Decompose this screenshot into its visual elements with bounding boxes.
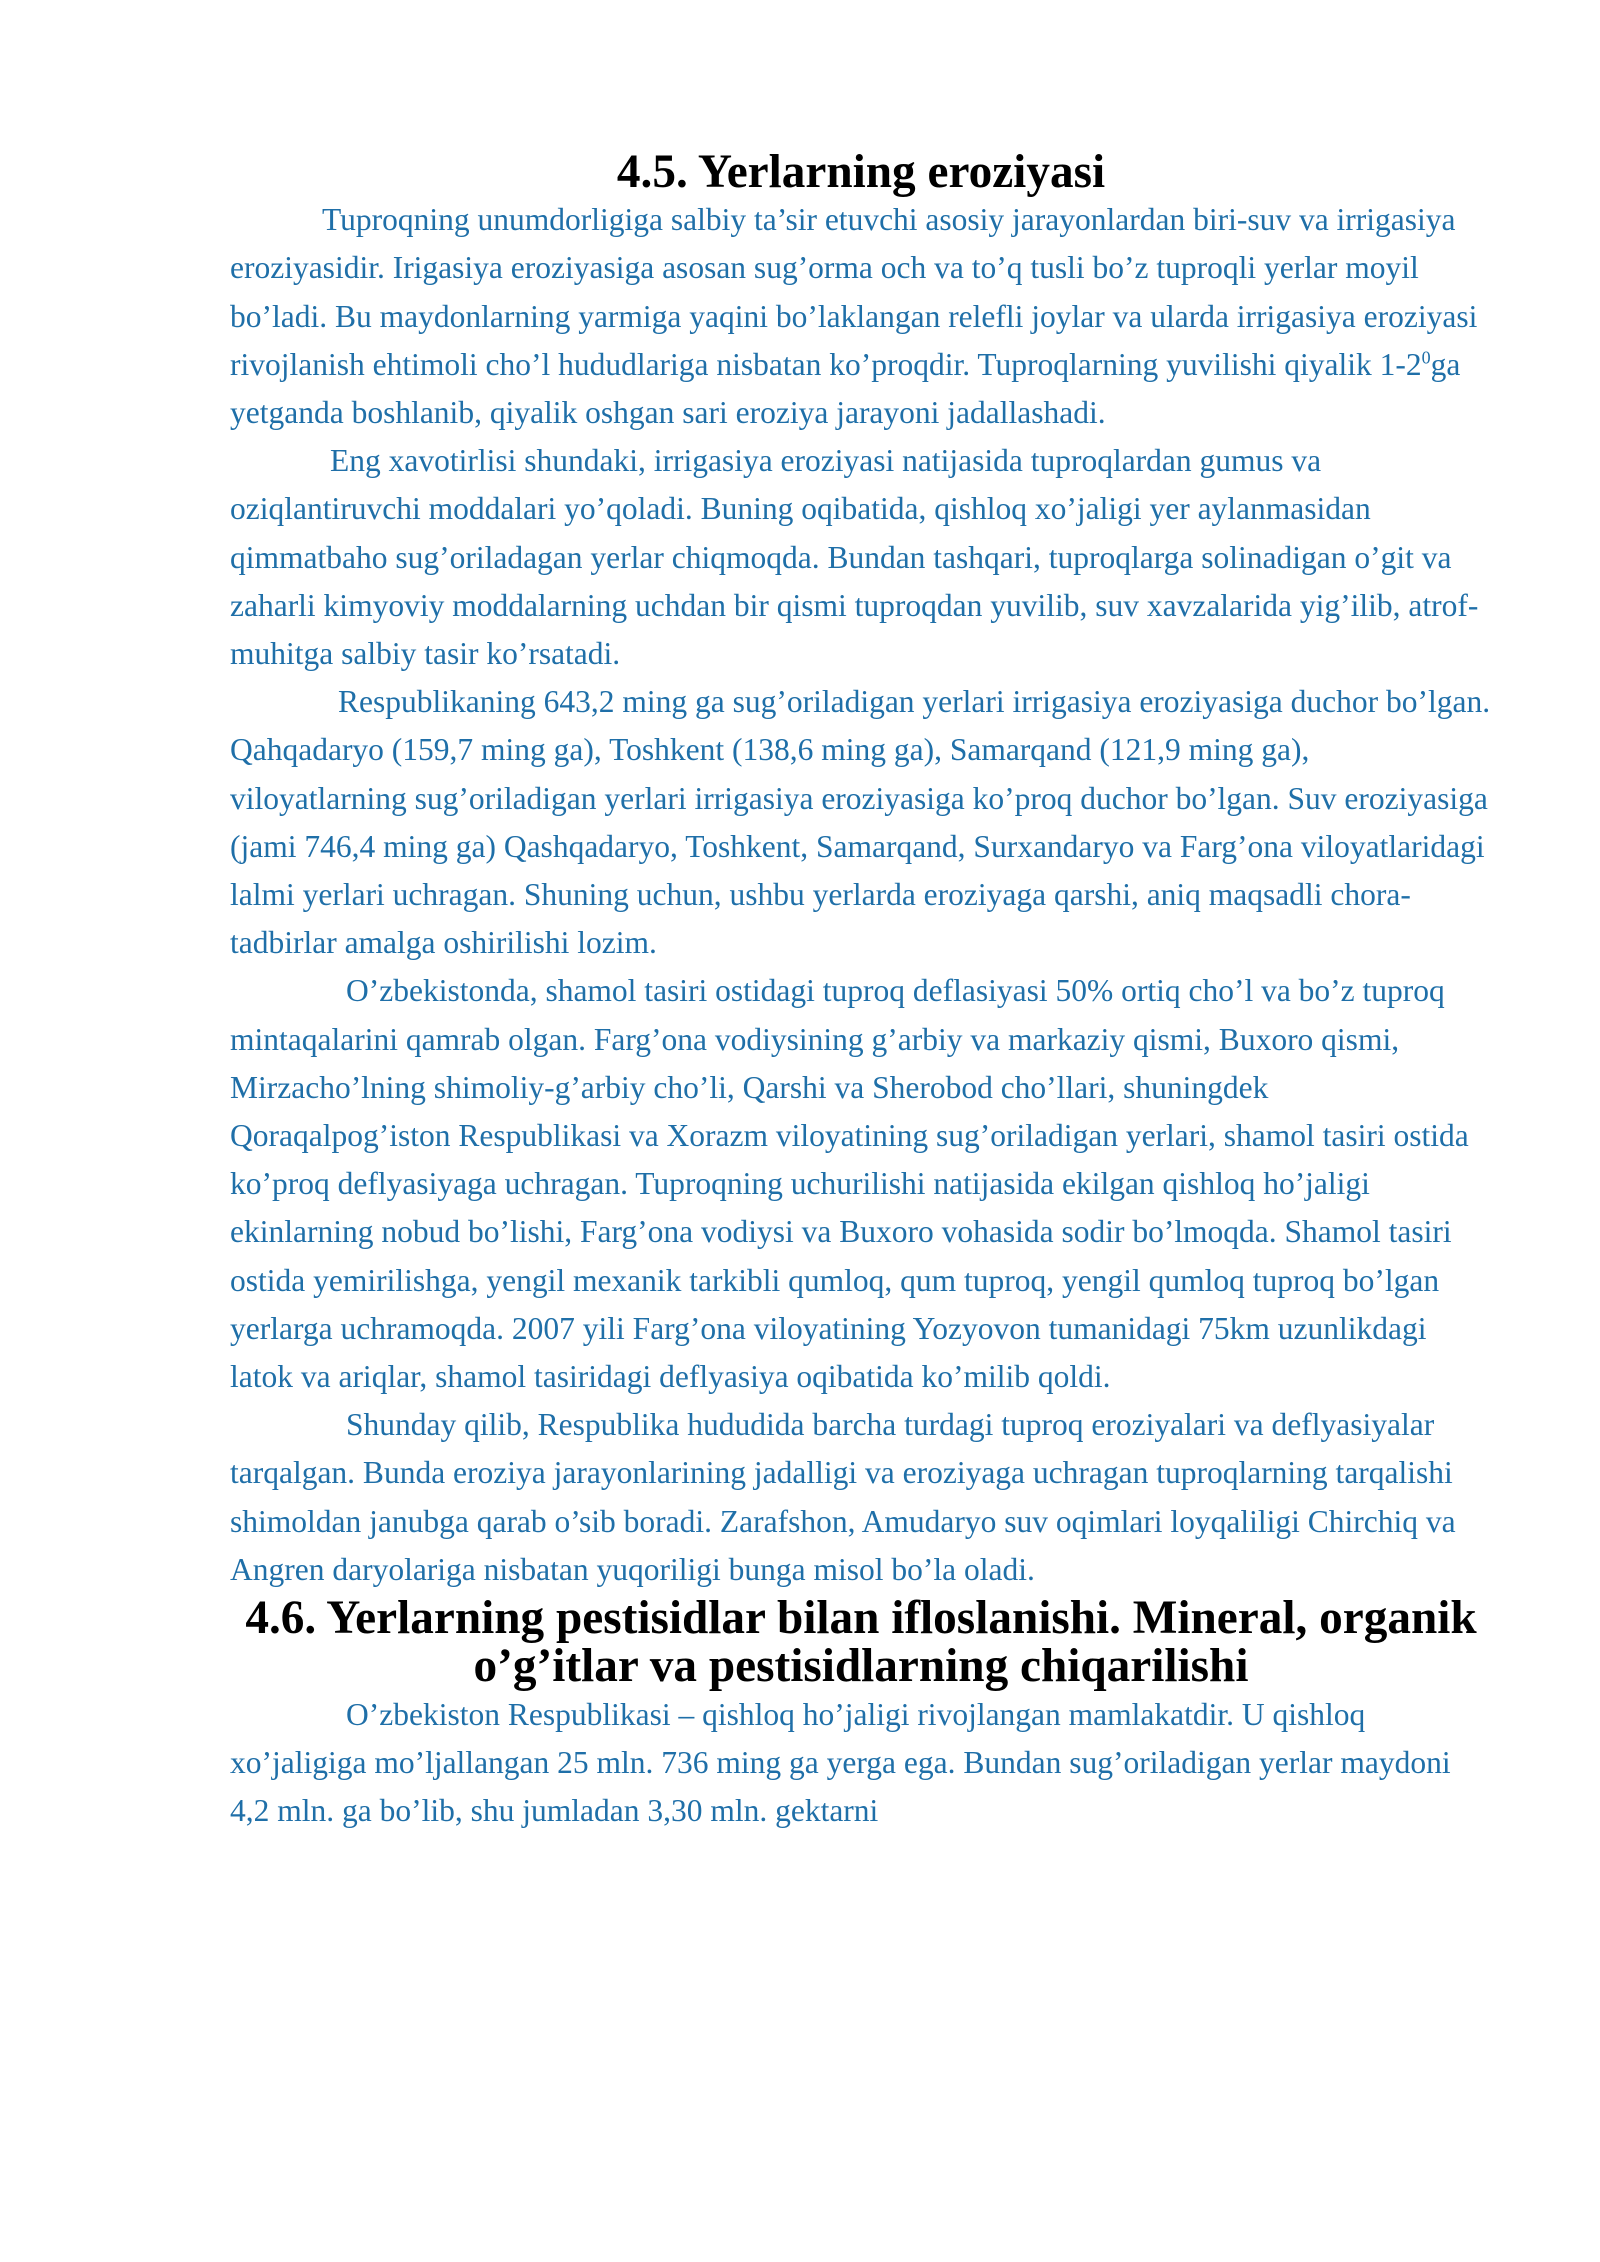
paragraph-agriculture-intro: O’zbekiston Respublikasi – qishloq ho’jaligi rivojlangan mamlakatdir. U qishloq xo’jaligiga mo’ljallangan 25 mln. 736 ming ga yerga ega. Bundan sug’oriladigan yerlar maydoni 4,2 mln. ga bo’lib, shu jumladan 3,30 mln. gektarni — [230, 1696, 1451, 1828]
paragraph-humus-loss: Eng xavotirlisi shundaki, irrigasiya eroziyasi natijasida tuproqlardan gumus va oziqlantiruvchi moddalari yo’qoladi. Buning oqibatida, qishloq xo’jaligi yer aylanmasidan qimmatbaho sug’oriladagan yerlar chiqmoqda. Bundan tashqari, tuproqlarga solinadigan o’git va zaharli kimyoviy moddalarning uchdan bir qismi tuproqdan yuvilib, suv xavzalarida yig’ilib, atrof-muhitga salbiy tasir ko’rsatadi. — [230, 443, 1479, 672]
degree-superscript: 0 — [1421, 347, 1431, 368]
paragraph-text: ga yetganda boshlanib, qiyalik oshgan sari eroziya jarayoni jadallashadi. — [230, 346, 1461, 431]
paragraph-text: Tuproqning unumdorligiga salbiy ta’sir etuvchi asosiy jarayonlardan biri-suv va irrigasiya eroziyasidir. Irigasiya eroziyasiga asosan sug’orma och va to’q tusli bo’z tuproqli yerlar moyil bo’ladi. Bu maydonlarning yarmiga yaqini bo’laklangan relefli joylar va ularda irrigasiya eroziyasi rivojlanish ehtimoli cho’l hududlariga nisbatan ko’proqdir. Tuproqlarning yuvilishi qiyalik 1-2 — [230, 202, 1478, 382]
paragraph-conclusion: Shunday qilib, Respublika hududida barcha turdagi tuproq eroziyalari va deflyasiyalar tarqalgan. Bunda eroziya jarayonlarining jadalligi va eroziyaga uchragan tuproqlarning tarqalishi shimoldan janubga qarab o’sib boradi. Zarafshon, Amudaryo suv oqimlari loyqaliligi Chirchiq va Angren daryolariga nisbatan yuqoriligi bunga misol bo’la oladi. — [230, 1407, 1456, 1587]
paragraph-erosion-intro — [230, 196, 1492, 437]
document-page — [230, 148, 1492, 1835]
paragraph-wind-deflation: O’zbekistonda, shamol tasiri ostidagi tuproq deflasiyasi 50% ortiq cho’l va bo’z tuproq mintaqalarini qamrab olgan. Farg’ona vodiysining g’arbiy va markaziy qismi, Buxoro qismi, Mirzacho’lning shimoliy-g’arbiy cho’li, Qarshi va Sherobod cho’llari, shuningdek Qoraqalpog’iston Respublikasi va Xorazm viloyatining sug’oriladigan yerlari, shamol tasiri ostida ko’proq deflyasiyaga uchragan. Tuproqning uchurilishi natijasida ekilgan qishloq ho’jaligi ekinlarning nobud bo’lishi, Farg’ona vodiysi va Buxoro vohasida sodir bo’lmoqda. Shamol tasiri ostida yemirilishga, yengil mexanik tarkibli qumloq, qum tuproq, yengil qumloq tuproq bo’lgan yerlarga uchramoqda. 2007 yili Farg’ona viloyatining Yozyovon tumanidagi 75km uzunlikdagi latok va ariqlar, shamol tasiridagi deflyasiya oqibatida ko’milib qoldi. — [230, 973, 1469, 1395]
section-title-4-5: 4.5. Yerlarning eroziyasi — [616, 146, 1106, 198]
section-title-4-6: 4.6. Yerlarning pestisidlar bilan ifloslanishi. Mineral, organik o’g’itlar va pestisidlarning chiqarilishi — [245, 1592, 1477, 1693]
paragraph-republic-statistics: Respublikaning 643,2 ming ga sug’oriladigan yerlari irrigasiya eroziyasiga duchor bo’lgan. Qahqadaryo (159,7 ming ga), Toshkent (138,6 ming ga), Samarqand (121,9 ming ga), viloyatlarning sug’oriladigan yerlari irrigasiya eroziyasiga ko’proq duchor bo’lgan. Suv eroziyasiga (jami 746,4 ming ga) Qashqadaryo, Toshkent, Samarqand, Surxandaryo va Farg’ona viloyatlaridagi lalmi yerlari uchragan. Shuning uchun, ushbu yerlarda eroziyaga qarshi, aniq maqsadli chora-tadbirlar amalga oshirilishi lozim. — [230, 684, 1491, 961]
